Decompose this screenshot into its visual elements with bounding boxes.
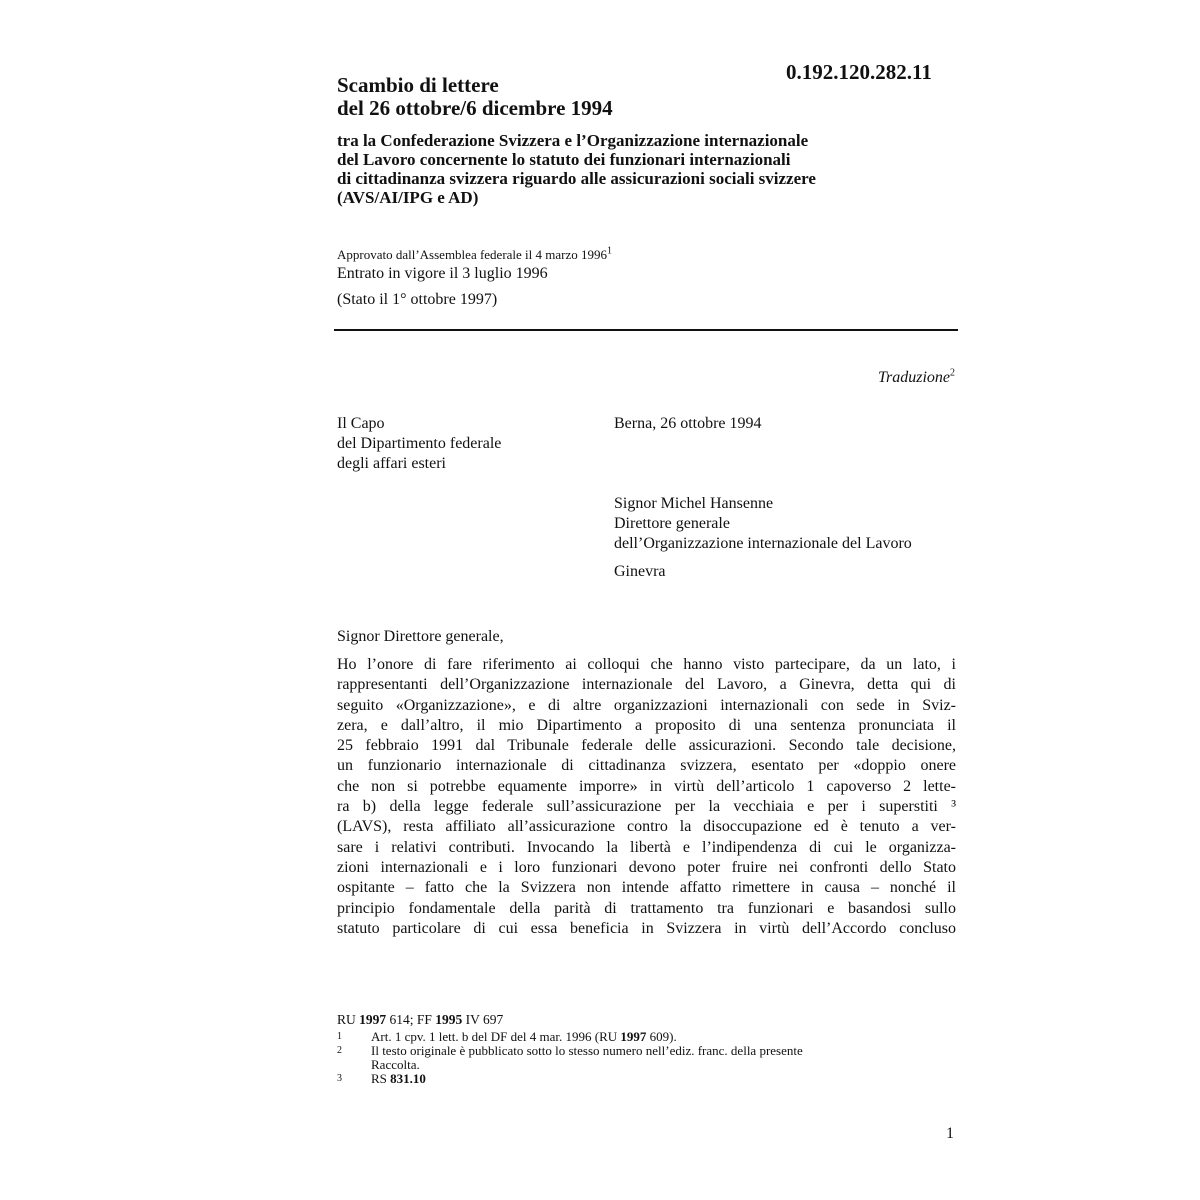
in-force-date: Entrato in vigore il 3 luglio 1996 — [337, 265, 548, 282]
body-line: ra b) della legge federale sull’assicurazione per la vecchiaia e per i superstiti ³ — [337, 798, 956, 816]
footnote-part: 609). — [646, 1029, 677, 1044]
letter-salutation: Signor Direttore generale, — [337, 628, 504, 645]
page-number: 1 — [946, 1125, 954, 1142]
translation-label — [878, 369, 955, 387]
document-title — [337, 74, 613, 120]
subtitle-line: (AVS/AI/IPG e AD) — [337, 188, 479, 207]
footnote-ref[interactable]: 1 — [607, 245, 613, 257]
sender-line: del Dipartimento federale — [337, 435, 502, 452]
status-date: (Stato il 1° ottobre 1997) — [337, 291, 498, 308]
translation-text: Traduzione — [877, 369, 950, 386]
recipient-line: Signor Michel Hansenne — [614, 495, 774, 512]
footnote-part: RS — [371, 1071, 391, 1086]
body-line: principio fondamentale della parità di trattamento tra funzionari e basandosi sullo — [337, 899, 956, 917]
footnote-text — [371, 1044, 937, 1072]
ref-year: 1995 — [435, 1012, 463, 1027]
footnote-bold: 1997 — [620, 1029, 647, 1044]
approval-note — [337, 246, 612, 263]
subtitle-line: tra la Confederazione Svizzera e l’Organizzazione internazionale — [337, 131, 809, 150]
footnote-text — [371, 1072, 937, 1086]
footnote-item — [337, 1044, 937, 1072]
body-line: sare i relativi contributi. Invocando la libertà e l’indipendenza di cui le organizza- — [337, 838, 956, 856]
footnote-bold: 831.10 — [390, 1071, 426, 1086]
body-line: seguito «Organizzazione», e di altre organizzazioni internazionali con sede in Sviz- — [337, 696, 956, 714]
letter-body — [337, 655, 956, 939]
recipient-line: dell’Organizzazione internazionale del Lavoro — [614, 535, 912, 552]
footnotes — [337, 1013, 937, 1086]
sender-line: Il Capo — [337, 415, 385, 432]
ref-text: IV 697 — [462, 1012, 504, 1027]
footnote-item — [337, 1030, 937, 1044]
body-line: statuto particolare di cui essa beneficia in Svizzera in virtù dell’Accordo concluso — [337, 919, 956, 937]
footnote-text — [371, 1030, 937, 1044]
body-line: 25 febbraio 1991 dal Tribunale federale delle assicurazioni. Secondo tale decisione, — [337, 737, 956, 755]
title-line: del 26 ottobre/6 dicembre 1994 — [337, 96, 613, 120]
body-line: un funzionario internazionale di cittadinanza svizzera, esentato per «doppio onere — [337, 757, 956, 775]
footnote-number: 3 — [337, 1073, 342, 1084]
body-line: che non si potrebbe equamente imporre» in virtù dell’articolo 1 capoverso 2 lette- — [337, 777, 956, 795]
ref-text: RU — [337, 1012, 360, 1027]
letter-sender — [337, 414, 501, 474]
title-line: Scambio di lettere — [337, 73, 499, 97]
footnote-part: Art. 1 cpv. 1 lett. b del DF del 4 mar. 1996 (RU — [371, 1029, 621, 1044]
body-line: zioni internazionali e i loro funzionari devono poter fruire nei confronti dello Stato — [337, 858, 956, 876]
body-line: (LAVS), resta affiliato all’assicurazione contro la disoccupazione ed è tenuto a ver- — [337, 818, 956, 836]
publication-reference — [337, 1013, 937, 1027]
ref-year: 1997 — [359, 1012, 387, 1027]
footnote-number: 1 — [337, 1031, 342, 1042]
footnote-item — [337, 1072, 937, 1086]
sr-number: 0.192.120.282.11 — [786, 60, 932, 84]
approval-text: Approvato dall’Assemblea federale il 4 marzo 1996 — [337, 247, 608, 262]
ref-text: 614; FF — [386, 1012, 436, 1027]
letter-place-date: Berna, 26 ottobre 1994 — [614, 415, 762, 432]
sender-line: degli affari esteri — [337, 455, 446, 472]
body-line: ospitante – fatto che la Svizzera non intende affatto rimettere in causa – nonché il — [337, 879, 956, 897]
letter-recipient — [614, 494, 912, 582]
footnote-part: Il testo originale è pubblicato sotto lo stesso numero nell’ediz. franc. della presente — [371, 1043, 803, 1058]
footnote-part: Raccolta. — [371, 1057, 420, 1072]
subtitle-line: del Lavoro concernente lo statuto dei funzionari internazionali — [337, 150, 791, 169]
body-line: Ho l’onore di fare riferimento ai colloqui che hanno visto partecipare, da un lato, i — [337, 656, 956, 673]
footnote-ref[interactable]: 2 — [950, 367, 955, 379]
recipient-city: Ginevra — [614, 563, 666, 580]
footnote-number: 2 — [337, 1045, 342, 1056]
body-line: zera, e dall’altro, il mio Dipartimento a proposito di una sentenza pronunciata il — [337, 716, 956, 734]
document-subtitle — [337, 131, 957, 207]
header-divider — [334, 329, 958, 331]
recipient-line: Direttore generale — [614, 515, 730, 532]
body-line: rappresentanti dell’Organizzazione internazionale del Lavoro, a Ginevra, detta qui di — [337, 676, 956, 694]
subtitle-line: di cittadinanza svizzera riguardo alle assicurazioni sociali svizzere — [337, 169, 816, 188]
